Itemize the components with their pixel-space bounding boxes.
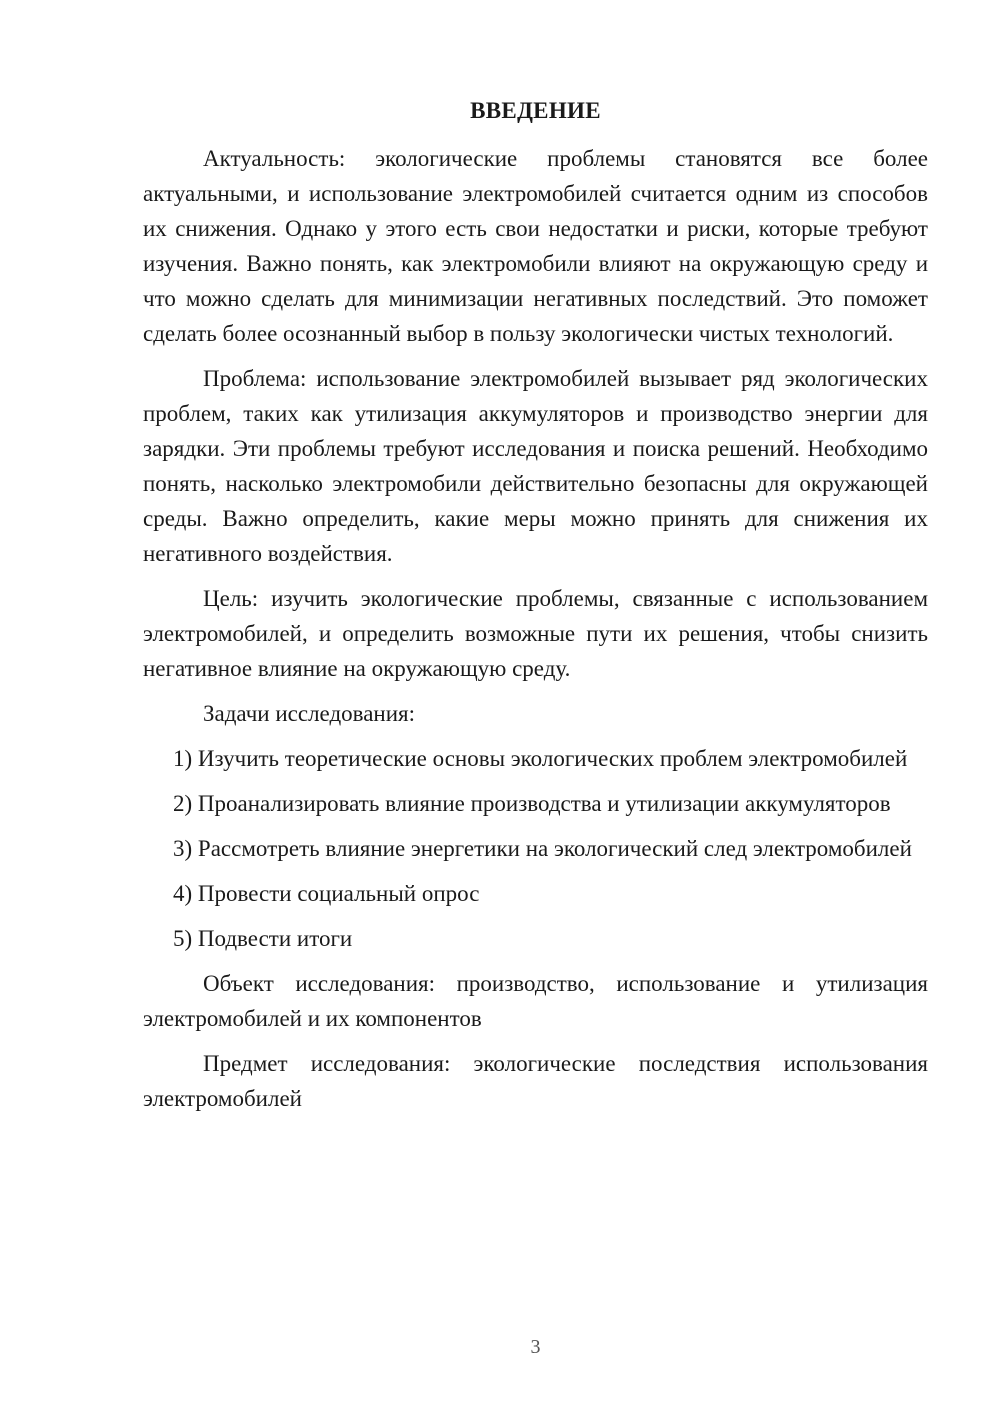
- paragraph-goal: Цель: изучить экологические проблемы, связанные с использованием электромобилей, и определить возможные пути их решения, чтобы снизить негативное влияние на окружающую среду.: [143, 586, 928, 681]
- document-page: [143, 0, 928, 1414]
- paragraph-object: Объект исследования: производство, использование и утилизация электромобилей и их компонентов: [143, 971, 928, 1031]
- section-heading: ВВЕДЕНИЕ: [470, 98, 601, 123]
- section-body: [143, 141, 928, 1116]
- task-item-2: 2) Проанализировать влияние производства и утилизации аккумуляторов: [173, 791, 891, 816]
- page-number: 3: [530, 1336, 541, 1358]
- task-item-3: 3) Рассмотреть влияние энергетики на экологический след электромобилей: [173, 836, 912, 861]
- paragraph-relevance: Актуальность: экологические проблемы становятся все более актуальными, и использование электромобилей считается одним из способов их снижения. Однако у этого есть свои недостатки и риски, которые требуют изучения. Важно понять, как электромобили влияют на окружающую среду и что можно сделать для минимизации негативных последствий. Это поможет сделать более осознанный выбор в пользу экологически чистых технологий.: [143, 146, 928, 346]
- paragraph-problem: Проблема: использование электромобилей вызывает ряд экологических проблем, таких как утилизация аккумуляторов и производство энергии для зарядки. Эти проблемы требуют исследования и поиска решений. Необходимо понять, насколько электромобили действительно безопасны для окружающей среды. Важно определить, какие меры можно принять для снижения их негативного воздействия.: [143, 366, 928, 566]
- task-item-1: 1) Изучить теоретические основы экологических проблем электромобилей: [173, 746, 908, 771]
- task-item-5: 5) Подвести итоги: [173, 926, 353, 951]
- paragraph-tasks-intro: Задачи исследования:: [203, 701, 416, 726]
- paragraph-subject: Предмет исследования: экологические последствия использования электромобилей: [143, 1051, 928, 1111]
- task-item-4: 4) Провести социальный опрос: [173, 881, 480, 906]
